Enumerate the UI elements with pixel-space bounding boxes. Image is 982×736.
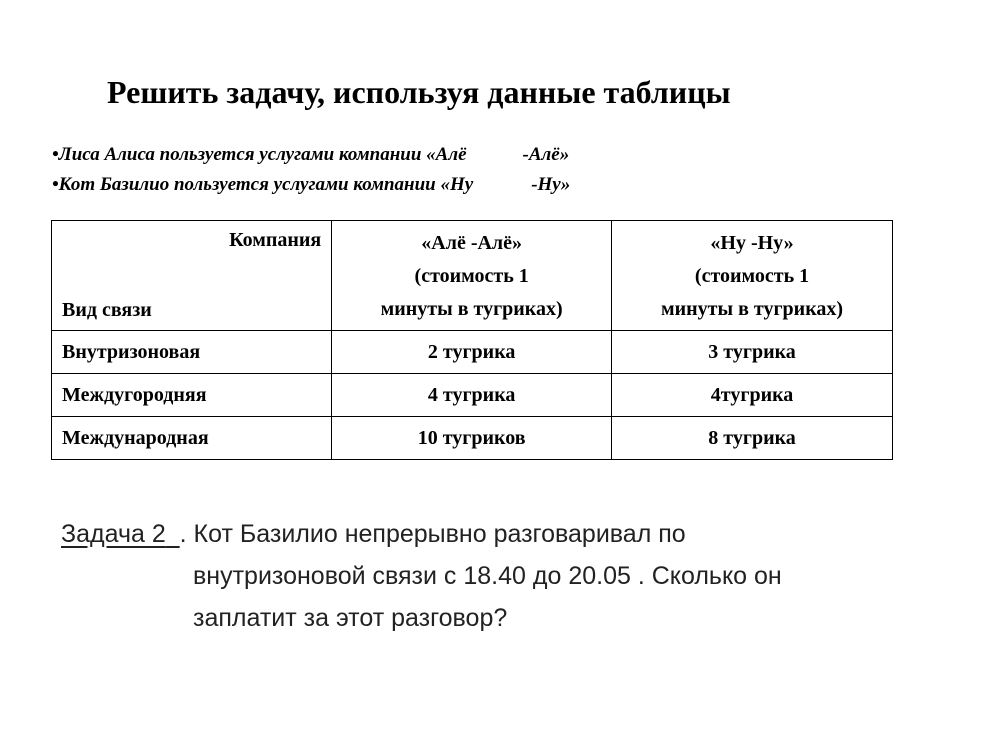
column-name: «Ну -Ну»: [710, 232, 794, 254]
corner-header-cell: [52, 221, 332, 331]
table-row: [52, 331, 893, 374]
task-line: внутризоновой связи с 18.40 до 20.05 . Сколько он: [193, 562, 782, 590]
bullet-marker: •: [52, 174, 59, 195]
company-header: Компания: [229, 229, 322, 251]
table-row: [52, 417, 893, 460]
price-cell: 3 тугрика: [612, 331, 893, 374]
row-type-cell: Междугородняя: [52, 374, 332, 417]
bullet-text: Лиса Алиса пользуется услугами компании «Алё: [58, 144, 467, 165]
price-cell: 4тугрика: [612, 374, 893, 417]
price-cell: 2 тугрика: [332, 331, 612, 374]
price-cell: 10 тугриков: [332, 417, 612, 460]
column-header-ale: [332, 221, 612, 331]
bullet-text: Кот Базилио пользуется услугами компании «Ну: [58, 174, 474, 195]
column-name: «Алё -Алё»: [421, 232, 523, 254]
bullet-item: [52, 170, 570, 200]
bullet-list: [52, 140, 570, 200]
table-header-row: [52, 221, 893, 331]
bullet-text-end: -Ну»: [531, 174, 571, 195]
page-title: Решить задачу, используя данные таблицы: [107, 74, 731, 110]
column-subtitle: минуты в тугриках): [380, 298, 563, 320]
task-line: [61, 513, 782, 555]
column-subtitle: (стоимость 1: [414, 265, 529, 287]
bullet-item: [52, 140, 570, 170]
connection-type-header: Вид связи: [62, 299, 152, 321]
price-cell: 8 тугрика: [612, 417, 893, 460]
row-type-cell: Внутризоновая: [52, 331, 332, 374]
task-text: [61, 513, 782, 639]
column-header-nu: [612, 221, 893, 331]
task-line-text: . Кот Базилио непрерывно разговаривал по: [179, 520, 686, 548]
tariff-table: [51, 220, 893, 460]
bullet-marker: •: [52, 144, 59, 165]
row-type-cell: Международная: [52, 417, 332, 460]
column-subtitle: минуты в тугриках): [661, 298, 844, 320]
bullet-text-end: -Алё»: [522, 144, 570, 165]
task-line: заплатит за этот разговор?: [193, 604, 508, 632]
task-label: Задача 2: [61, 520, 166, 548]
table-row: [52, 374, 893, 417]
column-subtitle: (стоимость 1: [694, 265, 810, 287]
price-cell: 4 тугрика: [332, 374, 612, 417]
